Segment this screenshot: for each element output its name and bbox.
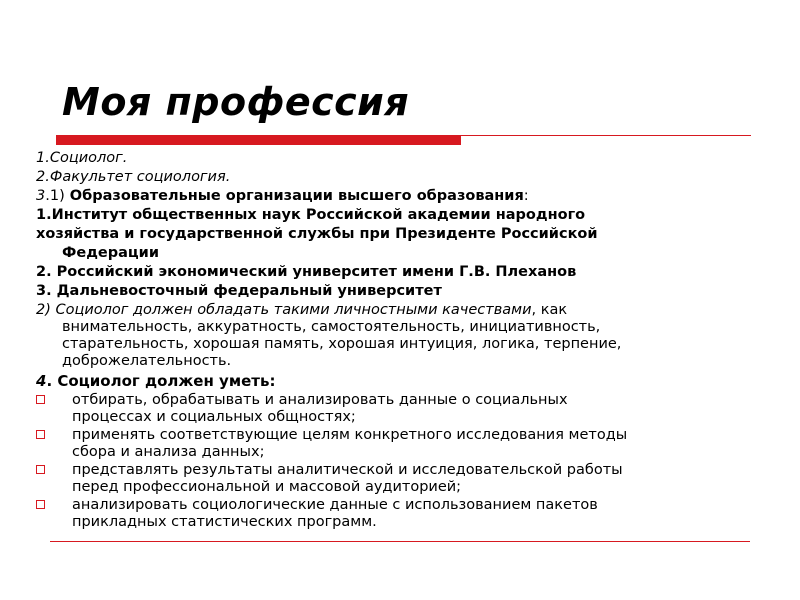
square-bullet-icon (36, 430, 45, 439)
square-bullet-icon (36, 395, 45, 404)
item-text: Образовательные организации высшего образования (64, 188, 524, 204)
item-2 (36, 169, 766, 186)
list-item-line: отбирать, обрабатывать и анализировать данные о социальных (72, 392, 568, 408)
skills-list (36, 392, 766, 531)
list-item-line: представлять результаты аналитической и исследовательской работы (72, 462, 623, 478)
qualities-first-line (36, 302, 766, 319)
institution-line: 1.Институт общественных наук Российской академии народного (36, 207, 586, 223)
qualities-paragraph (36, 302, 766, 370)
list-item-line: перед профессиональной и массовой аудиторией; (72, 479, 462, 495)
item-subnumber: .1) (45, 188, 65, 204)
item-1 (36, 150, 766, 167)
list-item-line: прикладных статистических программ. (72, 514, 377, 530)
item-3 (36, 188, 766, 205)
list-item (36, 462, 766, 496)
item-text: .Социолог. (45, 150, 128, 166)
skills-heading (36, 373, 766, 390)
institution-line: хозяйства и государственной службы при Президенте Российской (36, 226, 598, 242)
list-item (36, 497, 766, 531)
title-underline-thin (461, 135, 751, 136)
qualities-line: доброжелательность. (62, 353, 232, 369)
list-item-line: применять соответствующие целям конкретного исследования методы (72, 427, 628, 443)
list-item (36, 427, 766, 461)
slide-body (36, 150, 766, 532)
slide-title: Моя профессия (62, 80, 410, 124)
qualities-lead: Социолог должен обладать такими личностными качествами (55, 302, 532, 318)
list-item-line: сбора и анализа данных; (72, 444, 265, 460)
item-number: 1 (36, 150, 46, 166)
qualities-line: старательность, хорошая память, хорошая интуиция, логика, терпение, (62, 336, 622, 352)
list-item (36, 392, 766, 426)
qualities-line: внимательность, аккуратность, самостоятельность, инициативность, (62, 319, 601, 335)
institution-line: 3. Дальневосточный федеральный университет (36, 283, 442, 299)
institution-line: 2. Российский экономический университет имени Г.В. Плеханов (36, 264, 577, 280)
bottom-divider (50, 541, 750, 542)
institution-line: Федерации (62, 245, 159, 261)
skills-number: 4 (36, 372, 47, 390)
title-underline-thick (56, 135, 461, 145)
item-number: 3 (36, 188, 46, 204)
item-number: 2 (36, 169, 46, 185)
list-item-line: анализировать социологические данные с использованием пакетов (72, 497, 598, 513)
square-bullet-icon (36, 500, 45, 509)
list-item-line: процессах и социальных общностях; (72, 409, 356, 425)
qualities-tail: , как (531, 302, 568, 318)
square-bullet-icon (36, 465, 45, 474)
skills-heading-text: . Социолог должен уметь: (46, 372, 276, 390)
item-text: .Факультет социология. (45, 169, 231, 185)
item-colon: : (523, 188, 529, 204)
qualities-prefix: 2) (36, 302, 56, 318)
